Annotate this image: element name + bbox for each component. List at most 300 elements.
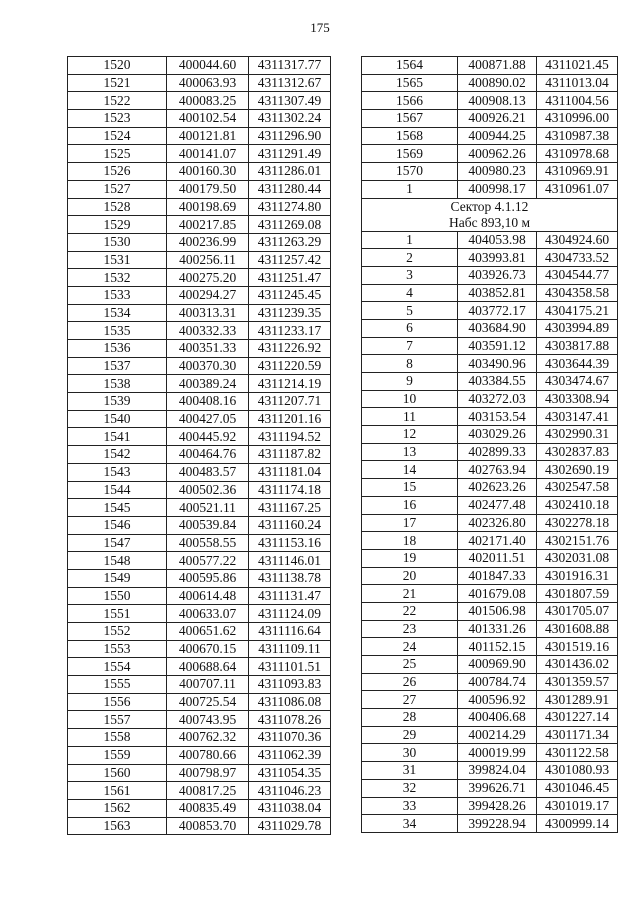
coordinate-y: 4301436.02 — [537, 656, 618, 674]
table-row — [68, 623, 331, 641]
table-row — [68, 569, 331, 587]
point-number: 1560 — [68, 764, 167, 782]
table-row — [362, 180, 618, 198]
table-row — [68, 163, 331, 181]
table-row — [68, 746, 331, 764]
point-number: 1546 — [68, 516, 167, 534]
coordinate-x: 400408.16 — [167, 393, 249, 411]
table-row — [362, 231, 618, 249]
point-number: 1551 — [68, 605, 167, 623]
point-number: 1554 — [68, 658, 167, 676]
coordinate-x: 400063.93 — [167, 74, 249, 92]
coordinate-y: 4311233.17 — [249, 322, 331, 340]
point-number: 1559 — [68, 746, 167, 764]
coordinate-y: 4311291.49 — [249, 145, 331, 163]
point-number: 9 — [362, 373, 458, 391]
coordinate-y: 4302031.08 — [537, 549, 618, 567]
table-row — [362, 479, 618, 497]
coordinate-x: 400406.68 — [458, 709, 537, 727]
point-number: 1552 — [68, 623, 167, 641]
coordinate-y: 4311153.16 — [249, 534, 331, 552]
coordinate-x: 400160.30 — [167, 163, 249, 181]
table-row — [68, 216, 331, 234]
table-row — [68, 729, 331, 747]
coordinates-table-right — [361, 56, 618, 833]
point-number: 28 — [362, 709, 458, 727]
coordinate-x: 401331.26 — [458, 620, 537, 638]
coordinate-y: 4311004.56 — [537, 92, 618, 110]
coordinate-x: 400817.25 — [167, 782, 249, 800]
coordinate-y: 4303644.39 — [537, 355, 618, 373]
coordinate-x: 403684.90 — [458, 319, 537, 337]
point-number: 11 — [362, 408, 458, 426]
table-row — [362, 74, 618, 92]
point-number: 12 — [362, 426, 458, 444]
point-number: 1520 — [68, 57, 167, 75]
coordinate-y: 4301916.31 — [537, 567, 618, 585]
coordinate-x: 400998.17 — [458, 180, 537, 198]
table-row — [68, 481, 331, 499]
point-number: 1566 — [362, 92, 458, 110]
coordinate-y: 4304733.52 — [537, 249, 618, 267]
point-number: 1561 — [68, 782, 167, 800]
point-number: 1569 — [362, 145, 458, 163]
table-row — [362, 249, 618, 267]
coordinate-y: 4310978.68 — [537, 145, 618, 163]
coordinate-y: 4304358.58 — [537, 284, 618, 302]
point-number: 1548 — [68, 552, 167, 570]
point-number: 1550 — [68, 587, 167, 605]
coordinate-y: 4310987.38 — [537, 127, 618, 145]
coordinate-y: 4310961.07 — [537, 180, 618, 198]
coordinate-y: 4311239.35 — [249, 304, 331, 322]
point-number: 1562 — [68, 799, 167, 817]
table-row — [362, 691, 618, 709]
table-row — [362, 390, 618, 408]
point-number: 1527 — [68, 180, 167, 198]
point-number: 1544 — [68, 481, 167, 499]
coordinate-y: 4303994.89 — [537, 319, 618, 337]
point-number: 1545 — [68, 499, 167, 517]
table-row — [68, 693, 331, 711]
coordinate-x: 401679.08 — [458, 585, 537, 603]
coordinate-x: 400596.92 — [458, 691, 537, 709]
coordinate-y: 4311070.36 — [249, 729, 331, 747]
point-number: 1568 — [362, 127, 458, 145]
point-number: 1542 — [68, 446, 167, 464]
coordinate-x: 400521.11 — [167, 499, 249, 517]
table-row — [362, 355, 618, 373]
table-row — [68, 393, 331, 411]
point-number: 1533 — [68, 286, 167, 304]
coordinate-x: 400427.05 — [167, 410, 249, 428]
point-number: 1535 — [68, 322, 167, 340]
coordinate-x: 402477.48 — [458, 496, 537, 514]
table-row — [362, 284, 618, 302]
point-number: 10 — [362, 390, 458, 408]
point-number: 1536 — [68, 340, 167, 358]
point-number: 26 — [362, 673, 458, 691]
coordinate-x: 402899.33 — [458, 443, 537, 461]
coordinate-x: 400784.74 — [458, 673, 537, 691]
coordinate-y: 4301608.88 — [537, 620, 618, 638]
table-row — [362, 744, 618, 762]
coordinate-y: 4311194.52 — [249, 428, 331, 446]
coordinate-y: 4311312.67 — [249, 74, 331, 92]
point-number: 20 — [362, 567, 458, 585]
coordinate-y: 4302690.19 — [537, 461, 618, 479]
point-number: 1522 — [68, 92, 167, 110]
table-row — [68, 764, 331, 782]
table-row — [362, 443, 618, 461]
coordinate-y: 4311220.59 — [249, 357, 331, 375]
point-number: 1529 — [68, 216, 167, 234]
coordinate-y: 4311307.49 — [249, 92, 331, 110]
point-number: 6 — [362, 319, 458, 337]
point-number: 19 — [362, 549, 458, 567]
table-row — [362, 319, 618, 337]
coordinate-x: 400780.66 — [167, 746, 249, 764]
point-number: 1558 — [68, 729, 167, 747]
coordinate-y: 4311214.19 — [249, 375, 331, 393]
point-number: 4 — [362, 284, 458, 302]
table-row — [362, 302, 618, 320]
coordinate-x: 400798.97 — [167, 764, 249, 782]
coordinate-x: 403490.96 — [458, 355, 537, 373]
coordinate-x: 403153.54 — [458, 408, 537, 426]
coordinate-y: 4311093.83 — [249, 676, 331, 694]
table-row — [68, 110, 331, 128]
table-row — [68, 92, 331, 110]
table-row — [68, 198, 331, 216]
coordinate-x: 400044.60 — [167, 57, 249, 75]
point-number: 1543 — [68, 463, 167, 481]
coordinate-y: 4311174.18 — [249, 481, 331, 499]
table-row — [68, 640, 331, 658]
coordinate-x: 400217.85 — [167, 216, 249, 234]
table-row — [362, 815, 618, 833]
point-number: 1564 — [362, 57, 458, 75]
coordinate-y: 4311101.51 — [249, 658, 331, 676]
table-row — [68, 233, 331, 251]
point-number: 24 — [362, 638, 458, 656]
coordinate-x: 400019.99 — [458, 744, 537, 762]
coordinate-y: 4311302.24 — [249, 110, 331, 128]
point-number: 1541 — [68, 428, 167, 446]
table-row — [68, 410, 331, 428]
point-number: 1537 — [68, 357, 167, 375]
point-number: 3 — [362, 266, 458, 284]
coordinate-x: 400445.92 — [167, 428, 249, 446]
point-number: 30 — [362, 744, 458, 762]
section-header — [362, 198, 618, 231]
coordinate-y: 4311078.26 — [249, 711, 331, 729]
table-row — [68, 251, 331, 269]
table-row — [362, 532, 618, 550]
table-row — [68, 145, 331, 163]
table-row — [362, 408, 618, 426]
table-row — [362, 779, 618, 797]
coordinate-x: 400926.21 — [458, 110, 537, 128]
coordinate-x: 400670.15 — [167, 640, 249, 658]
coordinate-y: 4311138.78 — [249, 569, 331, 587]
table-row — [362, 797, 618, 815]
table-row — [362, 145, 618, 163]
coordinate-y: 4302410.18 — [537, 496, 618, 514]
point-number: 2 — [362, 249, 458, 267]
point-number: 21 — [362, 585, 458, 603]
coordinate-x: 400198.69 — [167, 198, 249, 216]
table-row — [68, 499, 331, 517]
coordinate-x: 400370.30 — [167, 357, 249, 375]
coordinate-x: 400483.57 — [167, 463, 249, 481]
coordinate-x: 400313.31 — [167, 304, 249, 322]
coordinate-y: 4311167.25 — [249, 499, 331, 517]
point-number: 31 — [362, 762, 458, 780]
coordinate-y: 4311013.04 — [537, 74, 618, 92]
coordinate-y: 4303817.88 — [537, 337, 618, 355]
table-row — [68, 587, 331, 605]
table-row — [68, 711, 331, 729]
point-number: 1530 — [68, 233, 167, 251]
coordinate-y: 4311286.01 — [249, 163, 331, 181]
coordinate-x: 400633.07 — [167, 605, 249, 623]
table-row — [68, 57, 331, 75]
coordinate-x: 399228.94 — [458, 815, 537, 833]
table-row — [362, 127, 618, 145]
coordinate-y: 4311317.77 — [249, 57, 331, 75]
coordinate-y: 4311181.04 — [249, 463, 331, 481]
point-number: 1570 — [362, 163, 458, 181]
point-number: 1556 — [68, 693, 167, 711]
table-row — [362, 726, 618, 744]
coordinate-y: 4311263.29 — [249, 233, 331, 251]
coordinate-x: 400464.76 — [167, 446, 249, 464]
coordinate-x: 399824.04 — [458, 762, 537, 780]
coordinate-x: 402763.94 — [458, 461, 537, 479]
point-number: 18 — [362, 532, 458, 550]
coordinate-x: 400256.11 — [167, 251, 249, 269]
table-row — [362, 110, 618, 128]
coordinate-y: 4311109.11 — [249, 640, 331, 658]
table-row — [362, 373, 618, 391]
coordinate-x: 400539.84 — [167, 516, 249, 534]
coordinate-y: 4311251.47 — [249, 269, 331, 287]
coordinate-y: 4303474.67 — [537, 373, 618, 391]
coordinate-y: 4311021.45 — [537, 57, 618, 75]
coordinate-x: 400294.27 — [167, 286, 249, 304]
table-row — [362, 426, 618, 444]
coordinate-x: 402011.51 — [458, 549, 537, 567]
table-row — [362, 762, 618, 780]
coordinate-x: 400944.25 — [458, 127, 537, 145]
coordinate-y: 4311245.45 — [249, 286, 331, 304]
coordinate-y: 4310996.00 — [537, 110, 618, 128]
point-number: 1563 — [68, 817, 167, 835]
coordinate-y: 4311226.92 — [249, 340, 331, 358]
table-row — [362, 461, 618, 479]
coordinate-x: 400962.26 — [458, 145, 537, 163]
table-row — [362, 92, 618, 110]
coordinate-y: 4302547.58 — [537, 479, 618, 497]
coordinate-x: 400688.64 — [167, 658, 249, 676]
coordinate-x: 402326.80 — [458, 514, 537, 532]
point-number: 1524 — [68, 127, 167, 145]
coordinate-y: 4311274.80 — [249, 198, 331, 216]
point-number: 1567 — [362, 110, 458, 128]
coordinate-y: 4311207.71 — [249, 393, 331, 411]
table-row — [68, 74, 331, 92]
coordinate-y: 4301046.45 — [537, 779, 618, 797]
table-row — [362, 709, 618, 727]
coordinate-y: 4304924.60 — [537, 231, 618, 249]
coordinate-y: 4302278.18 — [537, 514, 618, 532]
coordinate-x: 400502.36 — [167, 481, 249, 499]
coordinate-x: 400853.70 — [167, 817, 249, 835]
point-number: 22 — [362, 602, 458, 620]
table-row — [362, 620, 618, 638]
table-row — [68, 782, 331, 800]
coordinate-x: 401152.15 — [458, 638, 537, 656]
table-row — [362, 57, 618, 75]
coordinate-y: 4311160.24 — [249, 516, 331, 534]
point-number: 1532 — [68, 269, 167, 287]
coordinate-x: 400275.20 — [167, 269, 249, 287]
coordinate-y: 4311086.08 — [249, 693, 331, 711]
table-row — [68, 552, 331, 570]
table-row — [362, 337, 618, 355]
point-number: 1521 — [68, 74, 167, 92]
coordinate-y: 4311038.04 — [249, 799, 331, 817]
coordinate-x: 403852.81 — [458, 284, 537, 302]
point-number: 1 — [362, 180, 458, 198]
point-number: 13 — [362, 443, 458, 461]
point-number: 29 — [362, 726, 458, 744]
coordinate-y: 4301171.34 — [537, 726, 618, 744]
point-number: 1525 — [68, 145, 167, 163]
coordinate-y: 4311257.42 — [249, 251, 331, 269]
coordinate-x: 400389.24 — [167, 375, 249, 393]
point-number: 1557 — [68, 711, 167, 729]
point-number: 23 — [362, 620, 458, 638]
section-title: Сектор 4.1.12 — [450, 198, 529, 214]
coordinate-y: 4301807.59 — [537, 585, 618, 603]
coordinate-y: 4311296.90 — [249, 127, 331, 145]
table-row — [362, 266, 618, 284]
table-row — [68, 340, 331, 358]
point-number: 5 — [362, 302, 458, 320]
coordinate-x: 402171.40 — [458, 532, 537, 550]
coordinate-y: 4310969.91 — [537, 163, 618, 181]
coordinate-y: 4303147.41 — [537, 408, 618, 426]
coordinate-y: 4311046.23 — [249, 782, 331, 800]
point-number: 1539 — [68, 393, 167, 411]
coordinates-table-left — [67, 56, 331, 835]
coordinate-x: 400351.33 — [167, 340, 249, 358]
table-row — [68, 799, 331, 817]
coordinate-x: 400141.07 — [167, 145, 249, 163]
coordinate-x: 403926.73 — [458, 266, 537, 284]
table-row — [362, 602, 618, 620]
coordinate-x: 400332.33 — [167, 322, 249, 340]
coordinate-x: 400214.29 — [458, 726, 537, 744]
coordinate-x: 400102.54 — [167, 110, 249, 128]
table-row — [68, 304, 331, 322]
coordinate-x: 403591.12 — [458, 337, 537, 355]
coordinate-y: 4301289.91 — [537, 691, 618, 709]
point-number: 16 — [362, 496, 458, 514]
point-number: 17 — [362, 514, 458, 532]
section-header-row — [362, 198, 618, 231]
coordinate-y: 4300999.14 — [537, 815, 618, 833]
coordinate-x: 400595.86 — [167, 569, 249, 587]
coordinate-y: 4302837.83 — [537, 443, 618, 461]
coordinate-x: 400707.11 — [167, 676, 249, 694]
coordinate-x: 401847.33 — [458, 567, 537, 585]
coordinate-y: 4301359.57 — [537, 673, 618, 691]
table-row — [362, 673, 618, 691]
coordinate-x: 400651.62 — [167, 623, 249, 641]
coordinate-y: 4301080.93 — [537, 762, 618, 780]
coordinate-x: 400725.54 — [167, 693, 249, 711]
coordinate-x: 400980.23 — [458, 163, 537, 181]
coordinate-y: 4302151.76 — [537, 532, 618, 550]
coordinate-y: 4311146.01 — [249, 552, 331, 570]
point-number: 1528 — [68, 198, 167, 216]
table-row — [68, 286, 331, 304]
coordinate-y: 4301705.07 — [537, 602, 618, 620]
coordinate-y: 4301227.14 — [537, 709, 618, 727]
point-number: 34 — [362, 815, 458, 833]
coordinate-x: 400969.90 — [458, 656, 537, 674]
table-row — [68, 446, 331, 464]
coordinate-y: 4304175.21 — [537, 302, 618, 320]
coordinate-y: 4302990.31 — [537, 426, 618, 444]
table-row — [362, 656, 618, 674]
point-number: 27 — [362, 691, 458, 709]
coordinate-y: 4304544.77 — [537, 266, 618, 284]
point-number: 1549 — [68, 569, 167, 587]
table-row — [362, 567, 618, 585]
coordinate-y: 4311124.09 — [249, 605, 331, 623]
coordinate-y: 4311280.44 — [249, 180, 331, 198]
coordinate-x: 400743.95 — [167, 711, 249, 729]
table-row — [68, 180, 331, 198]
coordinate-y: 4311201.16 — [249, 410, 331, 428]
table-row — [68, 428, 331, 446]
coordinate-x: 404053.98 — [458, 231, 537, 249]
point-number: 1555 — [68, 676, 167, 694]
table-row — [68, 375, 331, 393]
point-number: 1553 — [68, 640, 167, 658]
table-row — [68, 817, 331, 835]
point-number: 1531 — [68, 251, 167, 269]
coordinate-x: 400908.13 — [458, 92, 537, 110]
point-number: 32 — [362, 779, 458, 797]
table-row — [68, 269, 331, 287]
table-row — [68, 357, 331, 375]
point-number: 1540 — [68, 410, 167, 428]
coordinate-x: 403772.17 — [458, 302, 537, 320]
coordinate-x: 400762.32 — [167, 729, 249, 747]
coordinate-y: 4301519.16 — [537, 638, 618, 656]
coordinate-x: 403272.03 — [458, 390, 537, 408]
coordinate-y: 4311029.78 — [249, 817, 331, 835]
coordinate-y: 4311131.47 — [249, 587, 331, 605]
table-row — [68, 127, 331, 145]
coordinate-y: 4311062.39 — [249, 746, 331, 764]
coordinate-x: 403029.26 — [458, 426, 537, 444]
